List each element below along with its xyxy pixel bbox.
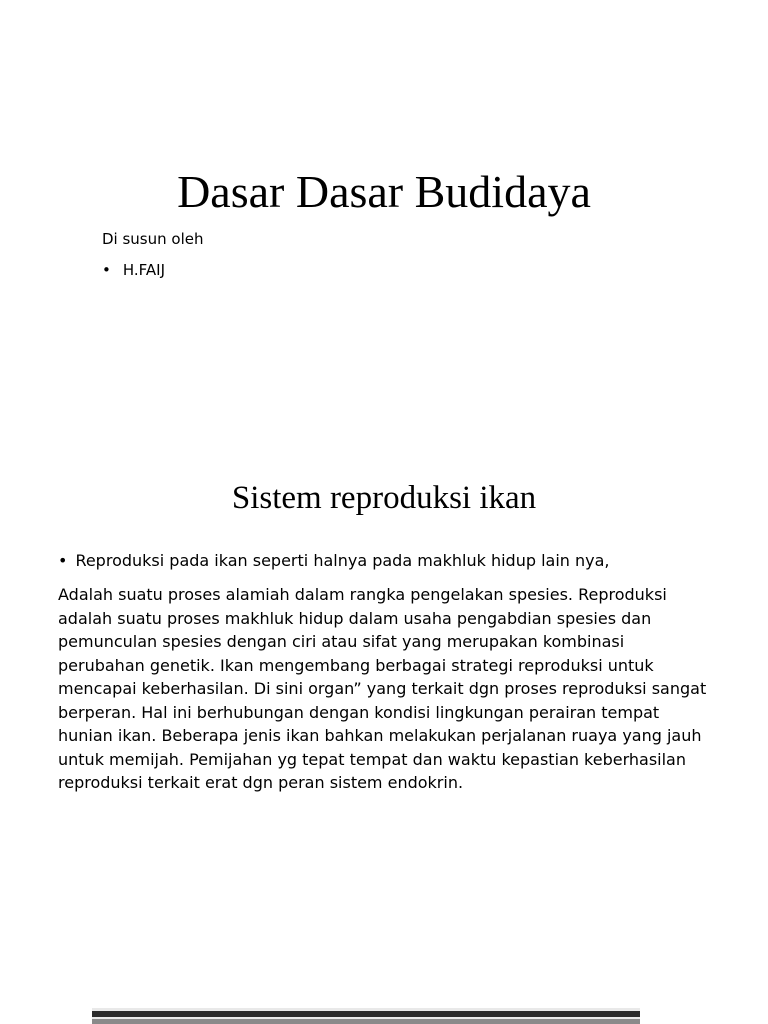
slide-1 [0, 0, 768, 440]
preview-bar [92, 1011, 640, 1017]
slide-title: Dasar Dasar Budidaya [177, 166, 591, 217]
body-paragraph: Adalah suatu proses alamiah dalam rangka pengelakan spesies. Reproduksi adalah suatu proses makhluk hidup dalam usaha pengabdian spesies dan pemunculan spesies dengan ciri atau sifat yang merupakan kombinasi perubahan genetik. Ikan mengembang berbagai strategi reproduksi untuk mencapai keberhasilan. Di sini organ” yang terkait dgn proses reproduksi sangat berperan. Hal ini berhubungan dengan kondisi lingkungan perairan tempat hunian ikan. Beberapa jenis ikan bahkan melakukan perjalanan ruaya yang jauh untuk memijah. Pemijahan yg tepat tempat dan waktu kepastian keberhasilan reproduksi terkait erat dgn peran sistem endokrin. [58, 585, 707, 792]
author-item [102, 259, 165, 281]
lead-bullet-item [58, 549, 610, 572]
preview-bar [92, 1019, 640, 1024]
author-name: H.FAIJ [122, 261, 166, 279]
subtitle: Di susun oleh [102, 230, 204, 248]
bullet-icon: • [102, 261, 111, 279]
next-page-preview [92, 1008, 640, 1024]
slide-title: Sistem reproduksi ikan [231, 480, 537, 516]
bullet-icon: • [58, 551, 68, 570]
slide-2 [0, 440, 768, 1000]
lead-text: Reproduksi pada ikan seperti halnya pada makhluk hidup lain nya, [75, 551, 610, 570]
